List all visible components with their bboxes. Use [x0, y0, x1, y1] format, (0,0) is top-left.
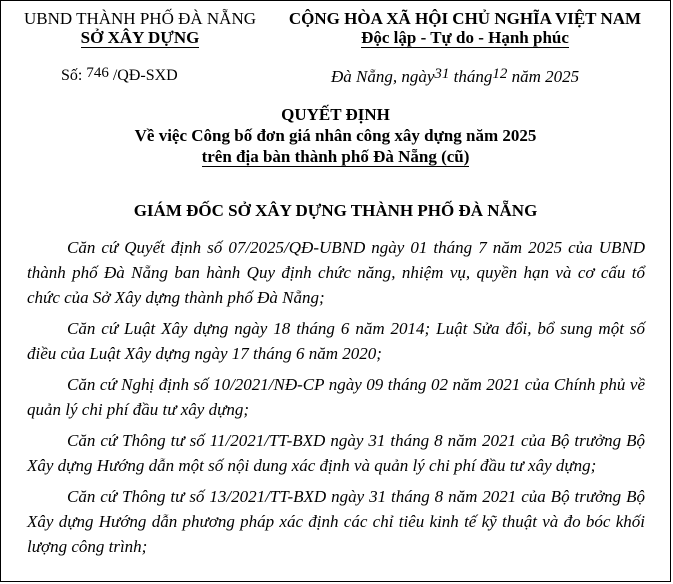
date-day: 31 — [434, 66, 450, 82]
legal-basis-paragraph: Căn cứ Thông tư số 11/2021/TT-BXD ngày 31 tháng 8 năm 2021 của Bộ trưởng Bộ Xây dựng Hướng dẫn một số nội dung xác định và quản lý chi phí đầu tư xây dựng; — [27, 431, 645, 475]
decision-subject-line-1: Về việc Công bố đơn giá nhân công xây dựng năm 2025 — [134, 126, 537, 145]
date-month: 12 — [492, 66, 508, 82]
doc-no-suffix: /QĐ-SXD — [112, 67, 178, 84]
doc-no-prefix: Số: — [61, 67, 83, 84]
document-header — [1, 9, 670, 89]
legal-basis — [27, 235, 645, 565]
decision-subject-line-2: trên địa bàn thành phố Đà Nẵng (cũ) — [201, 147, 470, 166]
date-month-label: tháng — [453, 67, 493, 86]
legal-basis-paragraph: Căn cứ Luật Xây dựng ngày 18 tháng 6 năm 2014; Luật Sửa đổi, bổ sung một số điều của Luật Xây dựng ngày 17 tháng 6 năm 2020; — [27, 319, 645, 363]
date-prefix: Đà Nẵng, ngày — [331, 67, 435, 86]
document-number — [61, 67, 178, 85]
legal-basis-paragraph: Căn cứ Nghị định số 10/2021/NĐ-CP ngày 09 tháng 02 năm 2021 của Chính phủ về quản lý chi phí đầu tư xây dựng; — [27, 375, 645, 419]
agency-name: SỞ XÂY DỰNG — [80, 28, 200, 47]
legal-basis-paragraph: Căn cứ Thông tư số 13/2021/TT-BXD ngày 31 tháng 8 năm 2021 của Bộ trưởng Bộ Xây dựng Hướng dẫn phương pháp xác định các chỉ tiêu kinh tế kỹ thuật và đo bóc khối lượng công trình; — [27, 487, 645, 556]
national-heading — [269, 9, 661, 48]
agency-parent: UBND THÀNH PHỐ ĐÀ NẴNG — [23, 9, 257, 28]
date-year: năm 2025 — [511, 67, 580, 86]
legal-basis-paragraph: Căn cứ Quyết định số 07/2025/QĐ-UBND ngày 01 tháng 7 năm 2025 của UBND thành phố Đà Nẵng ban hành Quy định chức năng, nhiệm vụ, quyền hạn và cơ cấu tổ chức của Sở Xây dựng thành phố Đà Nẵng; — [27, 238, 645, 307]
doc-no-value: 746 — [86, 65, 109, 81]
document-date — [331, 67, 579, 87]
authority-heading: GIÁM ĐỐC SỞ XÂY DỰNG THÀNH PHỐ ĐÀ NẴNG — [133, 201, 538, 220]
decision-heading: QUYẾT ĐỊNH — [281, 105, 390, 124]
national-motto: Độc lập - Tự do - Hạnh phúc — [361, 28, 569, 47]
nation-name: CỘNG HÒA XÃ HỘI CHỦ NGHĨA VIỆT NAM — [288, 9, 642, 28]
decision-title — [1, 104, 670, 167]
issuing-agency — [15, 9, 265, 48]
